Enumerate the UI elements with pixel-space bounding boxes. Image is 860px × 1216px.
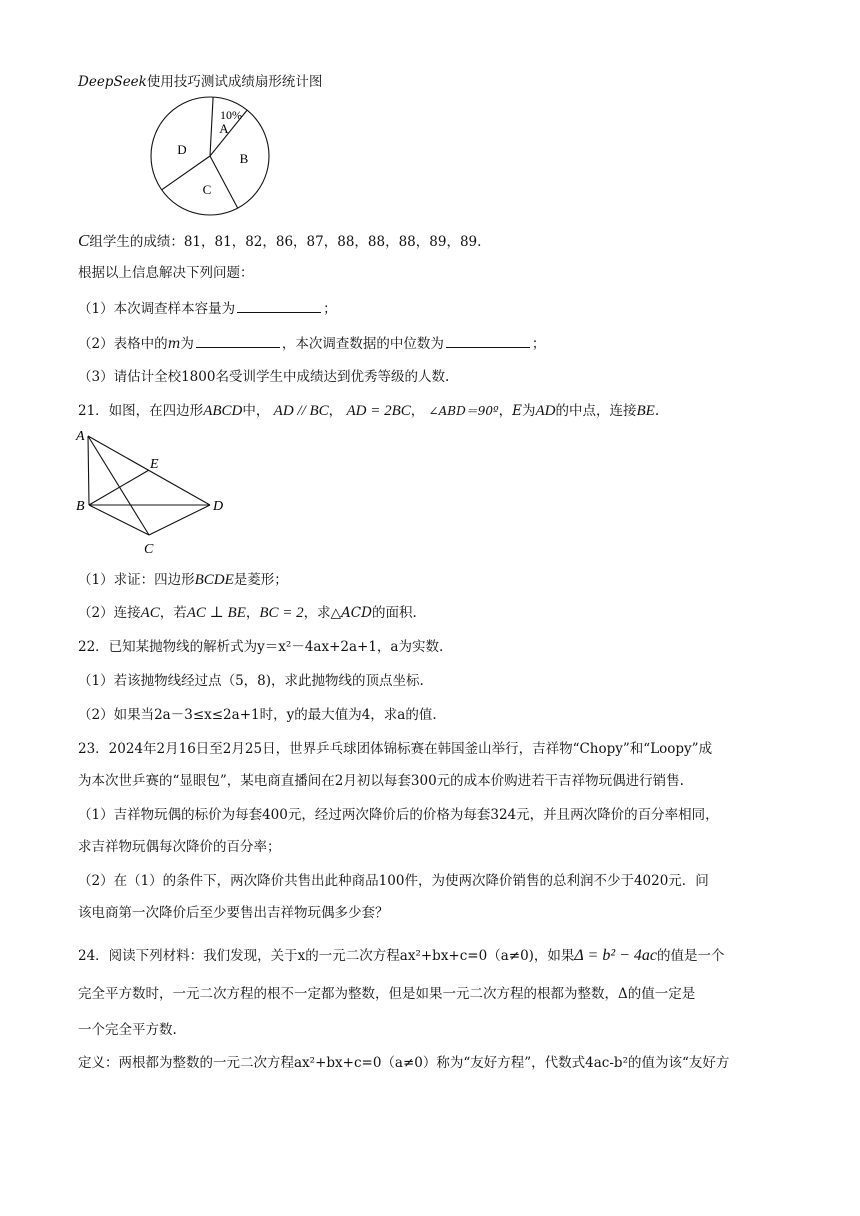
q23-2-line-2: 该电商第一次降价后至少要售出吉祥物玩偶多少套？ xyxy=(78,905,389,921)
math-bc-eq-2: BC = 2 xyxy=(259,605,304,621)
q21-text-b: 中， xyxy=(242,403,270,419)
math-ac-perp-be: AC ⊥ BE xyxy=(186,605,246,621)
q20-1 xyxy=(78,298,337,319)
q21-text-d: ， xyxy=(410,403,425,419)
q21-text-f: 为 xyxy=(521,403,536,419)
q23-1-line-2: 求吉祥物玩偶每次降价的百分率； xyxy=(78,839,281,855)
math-ad: AD xyxy=(535,403,556,419)
pie-annotation-a: 10% xyxy=(220,108,242,122)
q24-line-1 xyxy=(78,946,725,966)
q21-text-e: ， xyxy=(498,403,513,419)
q21-2-text-d: ，求△ xyxy=(303,605,342,621)
q21-text-a: 21．如图，在四边形 xyxy=(78,403,204,419)
var-e: E xyxy=(512,403,522,419)
math-abcd: ABCD xyxy=(203,403,243,419)
math-angle: ∠ABD＝90º xyxy=(428,404,499,418)
math-ad-parallel-bc: AD // BC xyxy=(273,403,329,419)
q24-text-b: 的值是一个 xyxy=(657,948,725,964)
q24-text-a: 24．阅读下列材料：我们发现，关于x的一元二次方程ax²+bx+c=0（a≠0)，如果 xyxy=(78,948,575,964)
var-m: m xyxy=(167,336,181,352)
label-a: A xyxy=(76,429,85,444)
pie-chart xyxy=(140,92,280,224)
pie-label-b: B xyxy=(239,151,249,166)
q20-2-end: ； xyxy=(531,336,546,352)
label-b: B xyxy=(76,499,85,514)
q24-line-2: 完全平方数时，一元二次方程的根不一定都为整数，但是如果一元二次方程的根都为整数，Δ的值一定是 xyxy=(78,986,696,1002)
q20-1-text: （1）本次调查样本容量为 xyxy=(78,301,236,317)
chart-title xyxy=(78,72,322,92)
quadrilateral-figure xyxy=(72,426,242,560)
math-ac: AC xyxy=(140,605,160,621)
q21-text-h: . xyxy=(654,403,660,419)
q24-line-3: 一个完全平方数. xyxy=(78,1022,177,1038)
q21-1-text: （1）求证：四边形 xyxy=(78,572,195,588)
chart-title-prefix: DeepSeek xyxy=(78,74,147,90)
math-bcde: BCDE xyxy=(194,572,234,588)
pie-divider-3 xyxy=(210,156,238,208)
chart-title-rest: 使用技巧测试成绩扇形统计图 xyxy=(146,74,323,90)
q23-line-1: 23．2024年2月16日至2月25日，世界乒乓球团体锦标赛在韩国釜山举行，吉祥物“Chopy”和“Loopy”成 xyxy=(78,741,713,757)
q20-2 xyxy=(78,333,545,354)
q21-2-text-c: ， xyxy=(245,605,260,621)
segment-be xyxy=(89,470,149,505)
segment-ab xyxy=(88,436,89,505)
q22-2: （2）如果当2a－3≤x≤2a+1时，y的最大值为4，求a的值. xyxy=(78,707,437,723)
q22-stem: 22．已知某抛物线的解析式为y＝x²－4ax+2a+1，a为实数. xyxy=(78,639,444,655)
q21-1 xyxy=(78,570,288,590)
math-be: BE xyxy=(636,403,655,419)
answer-blank xyxy=(237,298,321,313)
q22-1: （1）若该抛物线经过点（5，8)，求此抛物线的顶点坐标. xyxy=(78,673,424,689)
q20-1-end: ； xyxy=(323,301,337,317)
math-ad-eq-2bc: AD = 2BC xyxy=(346,403,411,419)
q21-text-c: ， xyxy=(328,403,343,419)
label-e: E xyxy=(150,457,159,472)
math-discriminant: Δ = b² − 4ac xyxy=(574,947,658,964)
q23-1-line-1: （1）吉祥物玩偶的标价为每套400元，经过两次降价后的价格为每套324元，并且两次降价的百分率相同， xyxy=(78,807,719,823)
pie-label-a: A xyxy=(219,121,229,136)
pie-label-d: D xyxy=(177,142,187,157)
q20-2-text-c: ，本次调查数据的中位数为 xyxy=(281,336,444,352)
answer-blank xyxy=(446,333,530,348)
segment-cd xyxy=(149,505,210,535)
q20-3: （3）请估计全校1800名受训学生中成绩达到优秀等级的人数. xyxy=(78,369,450,385)
q21-2-text: （2）连接 xyxy=(78,605,141,621)
q21-text-g: 的中点，连接 xyxy=(555,403,637,419)
answer-blank xyxy=(196,333,280,348)
label-c: C xyxy=(144,542,154,557)
intro-text: 根据以上信息解决下列问题： xyxy=(78,265,254,281)
q21-2-text-b: ，若 xyxy=(159,605,187,621)
pie-label-c: C xyxy=(202,182,212,197)
pie-divider-1 xyxy=(210,97,213,156)
q24-line-4: 定义：两根都为整数的一元二次方程ax²+bx+c=0（a≠0）称为“友好方程”，代数式4ac-b²的值为该“友好方 xyxy=(78,1055,730,1071)
q21-2 xyxy=(78,603,417,623)
q20-2-text-b: 为 xyxy=(180,336,194,352)
q21-stem xyxy=(78,401,659,421)
c-group-letter: C xyxy=(78,231,90,250)
math-acd: ACD xyxy=(341,605,372,621)
q20-2-text: （2）表格中的 xyxy=(78,336,168,352)
c-scores-line xyxy=(78,231,481,252)
q23-line-2: 为本次世乒赛的“显眼包”，某电商直播间在2月初以每套300元的成本价购进若干吉祥物玩偶进行销售. xyxy=(78,773,684,789)
q21-2-end: 的面积. xyxy=(371,605,417,621)
q21-1-end: 是菱形； xyxy=(233,572,288,588)
q23-2-line-1: （2）在（1）的条件下，两次降价共售出此种商品100件，为使两次降价销售的总利润不少于4020元．问 xyxy=(78,873,709,889)
label-d: D xyxy=(213,499,224,514)
pie-group xyxy=(151,97,269,215)
c-scores-text: 组学生的成绩：81，81，82，86，87，88，88，88，89，89. xyxy=(89,234,482,250)
